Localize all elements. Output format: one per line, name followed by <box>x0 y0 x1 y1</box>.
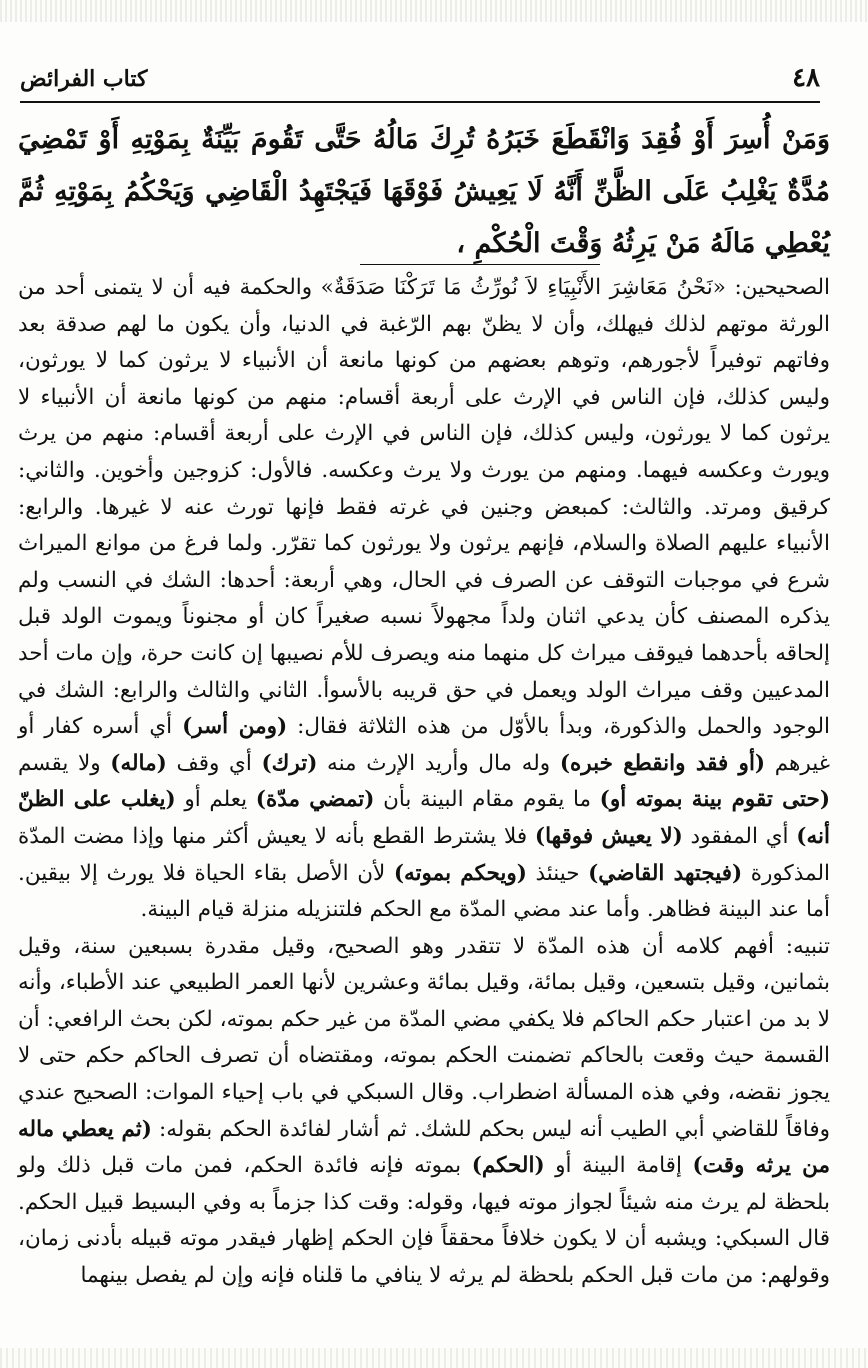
commentary <box>18 270 830 1295</box>
scan-edge-bottom <box>0 1348 868 1368</box>
commentary-text: ما يقوم مقام البينة بأن <box>374 787 600 813</box>
commentary-text: يعلم أو <box>175 787 256 813</box>
matn-quote: (الحكم) <box>471 1153 545 1179</box>
matn-text: وَمَنْ أُسِرَ أَوْ فُقِدَ وَانْقَطَعَ خَبَرُهُ تُرِكَ مَالُهُ حَتَّى تَقُومَ بَيِّنَةٌ بِمَوْتِهِ أَوْ تَمْضِيَ مُدَّةٌ يَغْلِبُ عَلَى الظَّنِّ أَنَّهُ لَا يَعِيشُ فَوْقَهَا فَيَجْتَهِدُ الْقَاضِي وَيَحْكُمُ بِمَوْتِهِ ثُمَّ يُعْطِي مَالَهُ مَنْ يَرِثُهُ وَقْتَ الْحُكْمِ ، <box>18 124 830 259</box>
page-number: ٤٨ <box>792 63 820 93</box>
matn-quote: (تمضي مدّة) <box>255 787 375 813</box>
scan-edge-top <box>0 0 868 22</box>
matn-quote: (يغلب على الظنّ أنه) <box>18 787 830 849</box>
commentary-text: بموته فإنه فائدة الحكم، فمن مات قبل ذلك ولو بلحظة لم يرث منه شيئاً لجواز موته فيها، وقوله: وقت كذا جزماً به وفي البسيط قبيل الحكم. قال السبكي: ويشبه أن لا يكون خلافاً محققاً فإن الحكم إظهار فيقدر موته قبيله بأدنى زمان، وقولهم: من مات قبل الحكم بلحظة لم يرثه لا ينافي ما قلناه فإنه وإن لم يفصل بينهما <box>18 1153 830 1289</box>
commentary-text: أي وقف <box>166 750 262 776</box>
running-title: كتاب الفرائض <box>20 66 148 92</box>
commentary-text: تنبيه: أفهم كلامه أن هذه المدّة لا تتقدر وهو الصحيح، وقيل مقدرة بسبعين سنة، وقيل بثمانين، وقيل بتسعين، وقيل بمائة، وقيل بمائة وعشرين لأنها العمر الطبيعي عند الأطباء، وأنه لا بد من اعتبار حكم الحاكم فلا يكفي مضي المدّة من غير حكم بموته، لكن بحث الرافعي: أن القسمة حيث وقعت بالحاكم تضمنت الحكم بموته، ومقتضاه أن تصرف الحاكم حكم حتى لا يجوز نقضه، وفي هذه المسألة اضطراب. وقال السبكي في باب إحياء الموات: الصحيح عندي وفاقاً للقاضي أبي الطيب أنه ليس بحكم للشك. ثم أشار لفائدة الحكم بقوله: <box>18 933 830 1142</box>
commentary-text: وله مال وأريد الإرث منه <box>317 750 560 776</box>
commentary-text: حينئذ <box>526 860 589 886</box>
matn-separator <box>360 264 600 265</box>
matn-quote: (أو فقد وانقطع خبره) <box>559 750 766 776</box>
matn-quote: (ومن أسر) <box>182 714 288 740</box>
matn-quote: (ترك) <box>261 750 318 776</box>
matn-quote: (ثم يعطي ماله من يرثه وقت) <box>18 1116 831 1179</box>
commentary-text: فلا يشترط القطع بأنه لا يعيش أكثر منها وإذا مضت المدّة المذكورة <box>18 823 830 886</box>
commentary-text: إقامة البينة أو <box>544 1153 693 1179</box>
matn-quote: (فيجتهد القاضي) <box>588 860 743 886</box>
commentary-text: ولا يقسم <box>18 750 111 776</box>
commentary-paragraph-1 <box>18 270 830 929</box>
header-rule <box>20 101 820 103</box>
commentary-text: أي أسره كفار أو غيرهم <box>18 714 830 776</box>
commentary-text: أي المفقود <box>682 823 797 849</box>
matn-quote: (لا يعيش فوقها) <box>534 823 683 849</box>
matn-quote: (ويحكم بموته) <box>393 860 527 886</box>
commentary-paragraph-2 <box>18 929 830 1295</box>
matn-quote: (حتى تقوم بينة بموته أو) <box>599 787 830 813</box>
commentary-text: الصحيحين: «نَحْنُ مَعَاشِرَ الأَنْبِيَاءِ لاَ نُورِّثُ مَا تَرَكْنَا صَدَقَةٌ» والحكمة فيه أن لا يتمنى أحد من الورثة موتهم لذلك فيهلك، وأن لا يظنّ بهم الرّغبة في الدنيا، وأن يكون ما لهم صدقة بعد وفاتهم توفيراً لأجورهم، وتوهم بعضهم من كونها مانعة أن الأنبياء لا يرثون كما لا يورثون، وليس كذلك، فإن الناس في الإرث على أربعة أقسام: منهم من كونها مانعة أن الأنبياء لا يرثون كما لا يورثون، وليس كذلك، فإن الناس في الإرث على أربعة أقسام: منهم من يرث ويورث وعكسه فيهما. ومنهم من يورث ولا يرث وعكسه. فالأول: كزوجين وأخوين. والثاني: كرقيق ومرتد. والثالث: كمبعض وجنين في غرته فقط فإنها تورث عنه لا غيرها. والرابع: الأنبياء عليهم الصلاة والسلام، فإنهم يرثون ولا يورثون كما تقرّر. ولما فرغ من موانع الميراث شرع في موجبات التوقف عن الصرف في الحال، وهي أربعة: أحدها: الشك في النسب ولم يذكره المصنف كأن يدعي اثنان ولداً مجهولاً نسبه صغيراً كان أو مجنوناً ويموت الولد قبل إلحاقه بأحدهما فيوقف ميراث كل منهما منه ويصرف للأم نصيبها إن كانت حرة، وإن مات أحد المدعيين وقف ميراث الولد ويعمل في حق قريبه بالأسوأ. الثاني والثالث والرابع: الشك في الوجود والحمل والذكورة، وبدأ بالأوّل من هذه الثلاثة فقال: <box>18 275 830 740</box>
page-header <box>20 62 820 98</box>
matn-quote: (ماله) <box>110 750 167 776</box>
commentary-text: لأن الأصل بقاء الحياة فلا يورث إلا بيقين. أما عند البينة فظاهر. وأما عند مضي المدّة مع الحكم فلتنزيله منزلة قيام البينة. <box>18 860 830 923</box>
